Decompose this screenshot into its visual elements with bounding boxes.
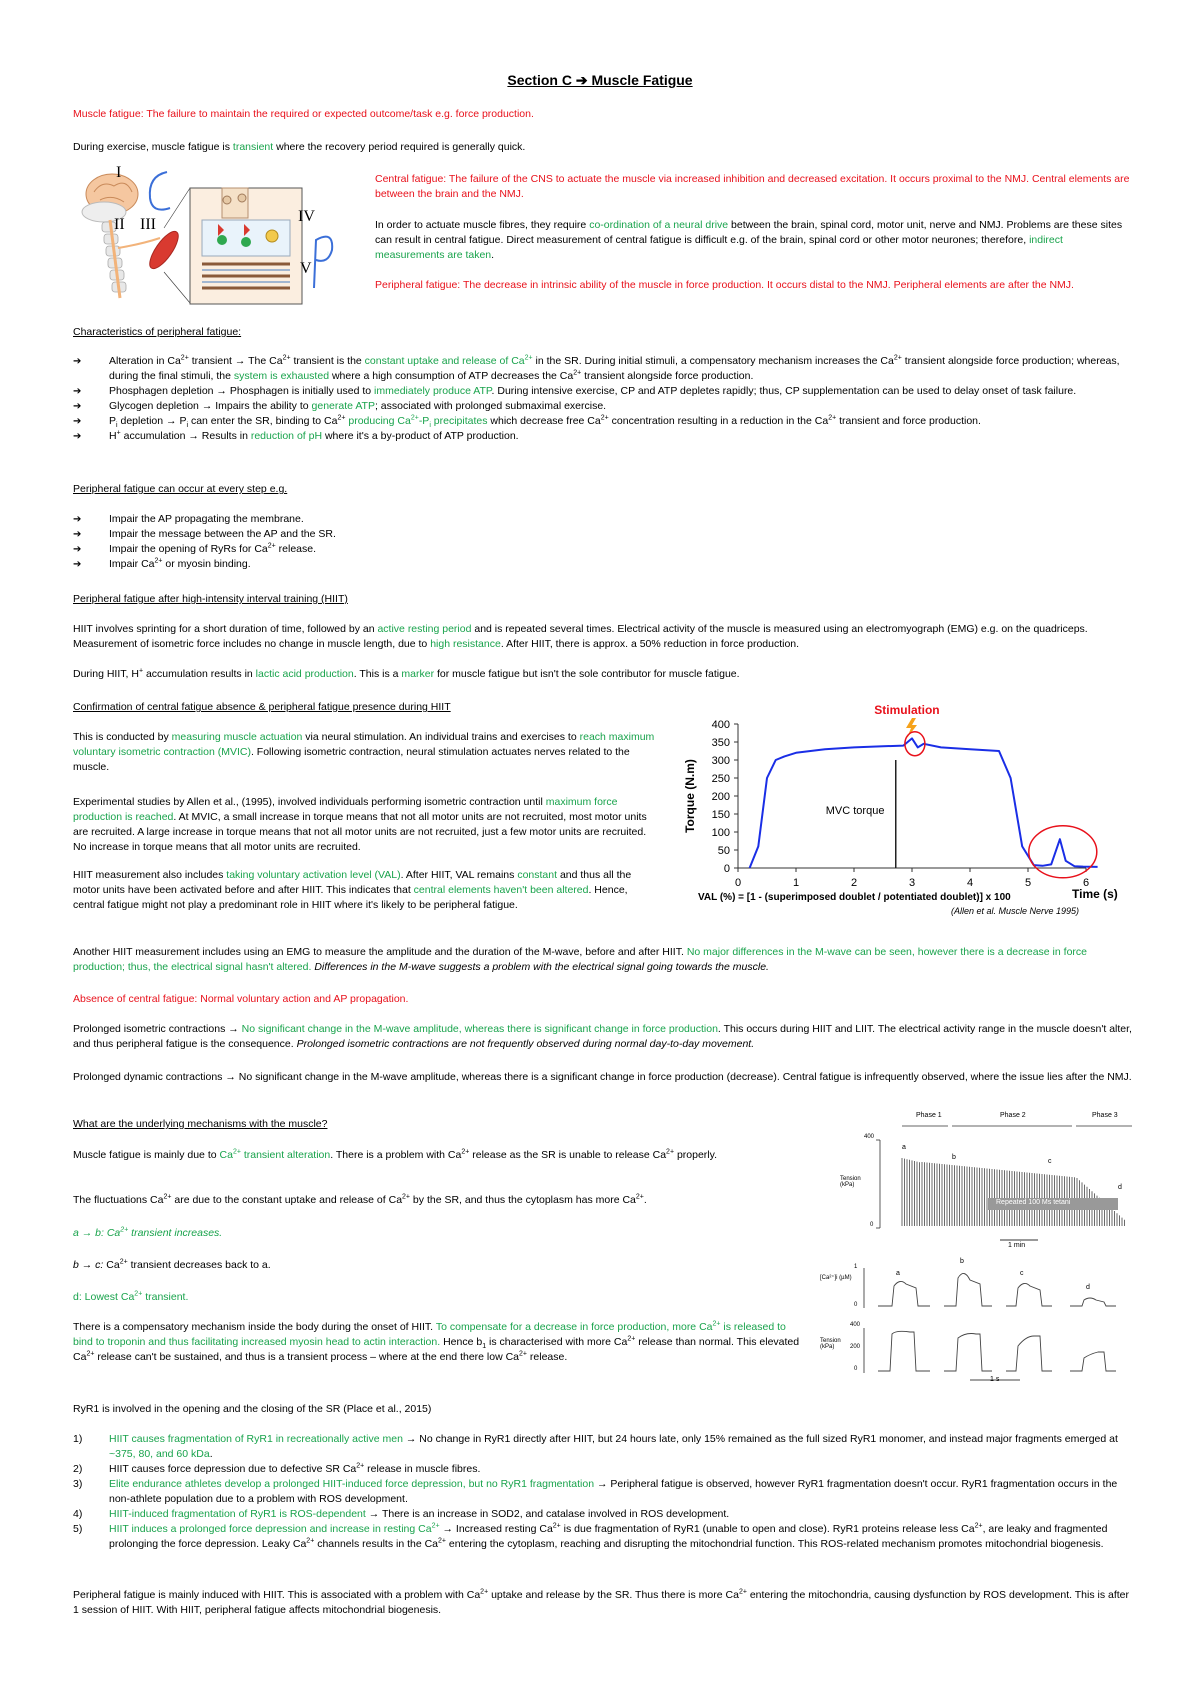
stimulation-label: Stimulation — [874, 703, 940, 717]
any-step-heading: Peripheral fatigue can occur at every step e.g. — [73, 483, 288, 495]
calcium-0-label: 0 — [854, 1302, 858, 1308]
peripheral-fatigue-definition: Peripheral fatigue: The decrease in intrinsic ability of the muscle in force production. It occurs distal to the NMJ. Peripheral elements are after the NMJ. — [375, 279, 1074, 291]
list-item: 2) HIIT causes force depression due to defective SR $Ca^{2+}$ release in muscle fibres. — [73, 1462, 481, 1475]
mvc-torque-label: MVC torque — [825, 805, 885, 817]
list-item: ➔ Alteration in $Ca^{2+}$ transient → The $Ca^{2+}$ transient is the constant uptake and release of $Ca^{2+}$ in the SR. During initial stimuli, a compensatory mechanism increases the $Ca^{2+}$ transient alongside force production; whereas, during the final stimuli, the system is exhausted where a high consumption of ATP decreases the $Ca^{2+}$ transient alongside force production. — [73, 354, 1133, 384]
figure-label-V: V — [300, 260, 312, 277]
isometric-paragraph: Prolonged isometric contractions → No significant change in the M-wave amplitude, whereas there is significant change in force production. This occurs during HIIT and LIIT. The electrical activity range in the muscle doesn't alter, and thus peripheral fatigue is the consequence. Prolonged isometric contractions are not frequently observed during normal day-to-day movement. — [73, 1023, 1132, 1050]
confirmation-paragraph-3: HIIT measurement also includes taking voluntary activation level (VAL). After HIIT, VAL remains constant and thus all the motor units have been activated before and after HIIT. This indicates that central elements haven't been altered. Hence, central fatigue might not play a predominant role in HIIT where it's likely to be peripheral fatigue. — [73, 869, 632, 911]
phase-1-label: Phase 1 — [916, 1112, 942, 1119]
y-axis-label: Torque (N.m) — [683, 759, 697, 833]
x-tick-label: 5 — [1024, 877, 1032, 889]
any-step-list — [73, 512, 1133, 572]
figure-label-III: III — [140, 216, 156, 233]
trace-d-label: d — [1086, 1284, 1090, 1291]
list-item: 4) HIIT-induced fragmentation of RyR1 is ROS-dependent → There is an increase in SOD2, and catalase involved in ROS development. — [73, 1508, 730, 1520]
figure-label-IV: IV — [298, 208, 315, 225]
mechanisms-heading: What are the underlying mechanisms with the muscle? — [73, 1118, 328, 1130]
tension2-0-label: 0 — [854, 1366, 858, 1372]
list-item: ➔ Glycogen depletion → Impairs the ability to generate ATP; associated with prolonged submaximal exercise. — [73, 399, 1133, 414]
one-min-label: 1 min — [1008, 1242, 1026, 1249]
final-paragraph: Peripheral fatigue is mainly induced with HIIT. This is associated with a problem with $Ca^{2+}$ uptake and release by the SR. Thus there is more $Ca^{2+}$ entering the mitochondria, causing dysfunction by ROS development. This is after 1 session of HIIT. With HIIT, peripheral fatigue affects mitochondrial biogenesis. — [73, 1588, 1130, 1616]
tension2-200-label: 200 — [850, 1344, 861, 1350]
torque-chart-svg — [676, 700, 1136, 942]
dynamic-paragraph: Prolonged dynamic contractions → No significant change in the M-wave amplitude, whereas there is a significant change in force production (decrease). Central fatigue is infrequently observed, where the issue lies after the NMJ. — [73, 1071, 1132, 1083]
list-item: ➔ Phosphagen depletion → Phosphagen is initially used to immediately produce ATP. During intensive exercise, CP and ATP depletes rapidly; thus, CP supplementation can be used to delay onset of task failure. — [73, 384, 1133, 399]
nervous-system-figure — [72, 164, 372, 316]
mechanism-d: d: Lowest $Ca^{2+}$ transient. — [73, 1290, 189, 1303]
trace-b-label: b — [960, 1258, 964, 1265]
y-tick-label: 200 — [711, 791, 730, 803]
point-d-label: d — [1118, 1184, 1122, 1191]
calcium-axis-label: [Ca²⁺]i (µM) — [820, 1275, 852, 1281]
confirmation-paragraph-2: Experimental studies by Allen et al., (1995), involved individuals performing isometric contraction until maximum force production is reached. At MVIC, a small increase in torque means that not all motor units are not recruited, most motor units are recruited. A large increase in torque means that not all motor units are not recruited, just a few motor units are recruited. No increase in torque means that all motor units are recruited. — [73, 796, 647, 853]
x-tick-label: 4 — [966, 877, 974, 889]
chart-citation: (Allen et al. Muscle Nerve 1995) — [951, 906, 1080, 916]
list-item: 5) HIIT induces a prolonged force depression and increase in resting $Ca^{2+}$ → Increased resting $Ca^{2+}$ is due fragmentation of RyR1 (unable to open and close). RyR1 proteins release less $Ca^{2+}$, are leaky and fragmented prolonging the force depression. Leaky $Ca^{2+}$ channels results in the $Ca^{2+}$ entering the cytoplasm, reaching and disrupting the mitochondrial function. This ROS-related mechanism promotes mitochondrial biogenesis. — [73, 1522, 1108, 1550]
list-item: ➔ Impair the AP propagating the membrane. — [73, 512, 1133, 527]
point-c-label: c — [1048, 1158, 1052, 1165]
mechanisms-paragraph-3: There is a compensatory mechanism inside the body during the onset of HIIT. To compensate for a decrease in force production, more $Ca^{2+}$ is released to bind to troponin and thus facilitating increased myosin head to actin interaction. Hence $b_1$ is characterised with more $Ca^{2+}$ release than normal. This elevated $Ca^{2+}$ release can't be sustained, and thus is a transient process – where at the end there low $Ca^{2+}$ release. — [73, 1320, 800, 1363]
page-title: Section C ➔ Muscle Fatigue — [507, 72, 693, 88]
mechanisms-paragraph-2: The fluctuations $Ca^{2+}$ are due to the constant uptake and release of $Ca^{2+}$ by the SR, and thus the cytoplasm has more $Ca^{2+}$. — [73, 1193, 647, 1206]
muscle-fatigue-definition: Muscle fatigue: The failure to maintain the required or expected outcome/task e.g. force production. — [73, 108, 534, 120]
exercise-paragraph: During exercise, muscle fatigue is transient where the recovery period required is generally quick. — [73, 141, 526, 153]
list-item: ➔ H+ accumulation → Results in reduction of pH where it's a by-product of ATP production. — [73, 429, 1133, 444]
list-item: ➔ Impair $Ca^{2+}$ or myosin binding. — [73, 557, 1133, 572]
hiit-paragraph: HIIT involves sprinting for a short duration of time, followed by an active resting period and is repeated several times. Electrical activity of the muscle is measured using an electromyograph (EMG) e.g. on the quadriceps. Measurement of isometric force includes no change in muscle length, due to high resistance. After HIIT, there is approx. a 50% reduction in force production. — [73, 623, 1088, 650]
phase-2-label: Phase 2 — [1000, 1112, 1026, 1119]
hiit-heading: Peripheral fatigue after high-intensity interval training (HIIT) — [73, 593, 348, 605]
calcium-1-label: 1 — [854, 1264, 858, 1270]
val-formula: VAL (%) = [1 - (superimposed doublet / potentiated doublet)] x 100 — [698, 892, 1011, 903]
absence-heading: Absence of central fatigue: Normal voluntary action and AP propagation. — [73, 993, 409, 1005]
confirmation-paragraph-1: This is conducted by measuring muscle actuation via neural stimulation. An individual trains and exercises to reach maximum voluntary isometric contraction (MVIC). Following isometric contraction, neural stimulation actuates nerves related to the muscle. — [73, 731, 655, 773]
trace-c-label: c — [1020, 1270, 1024, 1277]
ryr-list — [73, 1432, 1133, 1552]
x-tick-label: 1 — [792, 877, 800, 889]
neural-drive-paragraph: In order to actuate muscle fibres, they require co-ordination of a neural drive between the brain, spinal cord, motor unit, nerve and NMJ. Problems are these sites can result in central fatigue. Direct measurement of central fatigue is difficult e.g. of the brain, spinal cord or other motor neurones; therefore, indirect measurements are taken. — [375, 219, 1123, 261]
one-second-label: 1 s — [990, 1376, 1000, 1383]
y-tick-label: 0 — [723, 863, 730, 875]
x-tick-label: 0 — [734, 877, 742, 889]
tension2-400-label: 400 — [850, 1322, 861, 1328]
mechanism-a-to-b: a → b: $Ca^{2+}$ transient increases. — [73, 1226, 223, 1239]
emg-paragraph: Another HIIT measurement includes using an EMG to measure the amplitude and the duration of the M-wave, before and after HIIT. No major differences in the M-wave can be seen, however there is a decrease in force production; thus, the electrical signal hasn't altered. Differences in the M-wave suggests a problem with the electrical signal going towards the muscle. — [73, 946, 1087, 973]
figure-label-II: II — [114, 216, 125, 233]
central-fatigue-definition: Central fatigue: The failure of the CNS to actuate the muscle via increased inhibition and decreased excitation. It occurs proximal to the NMJ. Central elements are between the brain and the NMJ. — [375, 173, 1130, 200]
list-item: ➔ Impair the message between the AP and the SR. — [73, 527, 1133, 542]
tension-axis-label: Tension (kPa) — [840, 1176, 861, 1188]
list-item: ➔ $P_i$ depletion → $P_i$ can enter the SR, binding to $Ca^{2+}$ producing $Ca^{2+}-P_i$ precipitates which decrease free $Ca^{2+}$ concentration resulting in a reduction in the $Ca^{2+}$ transient and force production. — [73, 414, 1133, 429]
y-tick-label: 150 — [711, 809, 730, 821]
x-tick-label: 2 — [850, 877, 858, 889]
characteristics-heading: Characteristics of peripheral fatigue: — [73, 326, 242, 338]
trace-a-label: a — [896, 1270, 900, 1277]
y-tick-label: 400 — [711, 719, 730, 731]
list-item: 3) Elite endurance athletes develop a prolonged HIIT-induced force depression, but no RyR1 fragmentation → Peripheral fatigue is observed, however RyR1 fragmentation doesn't occur. RyR1 fragmentation occurs in the non-athlete population due to a problem with ROS development. — [73, 1478, 1118, 1505]
tension-400-label: 400 — [864, 1134, 875, 1140]
repeated-tetani-label: Repeated 100 Ms tetani — [996, 1199, 1071, 1206]
x-axis-label: Time (s) — [1072, 887, 1118, 901]
tension-0-label: 0 — [870, 1222, 874, 1228]
characteristics-list — [73, 354, 1133, 444]
hiit-lactic-paragraph: During HIIT, H+ accumulation results in lactic acid production. This is a marker for muscle fatigue but isn't the sole contributor for muscle fatigue. — [73, 667, 740, 680]
x-tick-label: 6 — [1082, 877, 1090, 889]
ryr-intro: RyR1 is involved in the opening and the closing of the SR (Place et al., 2015) — [73, 1403, 432, 1415]
torque-series-line — [750, 738, 1098, 868]
y-tick-label: 350 — [711, 737, 730, 749]
list-item: 1) HIIT causes fragmentation of RyR1 in recreationally active men → No change in RyR1 directly after HIIT, but 24 hours late, only 15% remained as the full sized RyR1 monomer, and instead major fragments emerged at ~375, 80, and 60 kDa. — [73, 1433, 1118, 1460]
phase-3-label: Phase 3 — [1092, 1112, 1118, 1119]
torque-chart — [676, 700, 1136, 942]
confirmation-heading: Confirmation of central fatigue absence & peripheral fatigue presence during HIIT — [73, 701, 451, 713]
mechanisms-paragraph-1: Muscle fatigue is mainly due to $Ca^{2+}$ transient alteration. There is a problem with $Ca^{2+}$ release as the SR is unable to release $Ca^{2+}$ properly. — [73, 1148, 718, 1161]
figure-label-I: I — [116, 164, 122, 181]
tension2-axis-label: Tension (kPa) — [820, 1338, 841, 1350]
x-tick-label: 3 — [908, 877, 916, 889]
list-item: ➔ Impair the opening of RyRs for $Ca^{2+}$ release. — [73, 542, 1133, 557]
y-tick-label: 300 — [711, 755, 730, 767]
y-tick-label: 50 — [717, 845, 730, 857]
point-a-label: a — [902, 1144, 906, 1151]
mechanism-b-to-c: b → c: $Ca^{2+}$ transient decreases back to a. — [73, 1258, 271, 1271]
y-tick-label: 100 — [711, 827, 730, 839]
point-b-label: b — [952, 1154, 956, 1161]
y-tick-label: 250 — [711, 773, 730, 785]
tension-calcium-figure — [820, 1112, 1135, 1388]
